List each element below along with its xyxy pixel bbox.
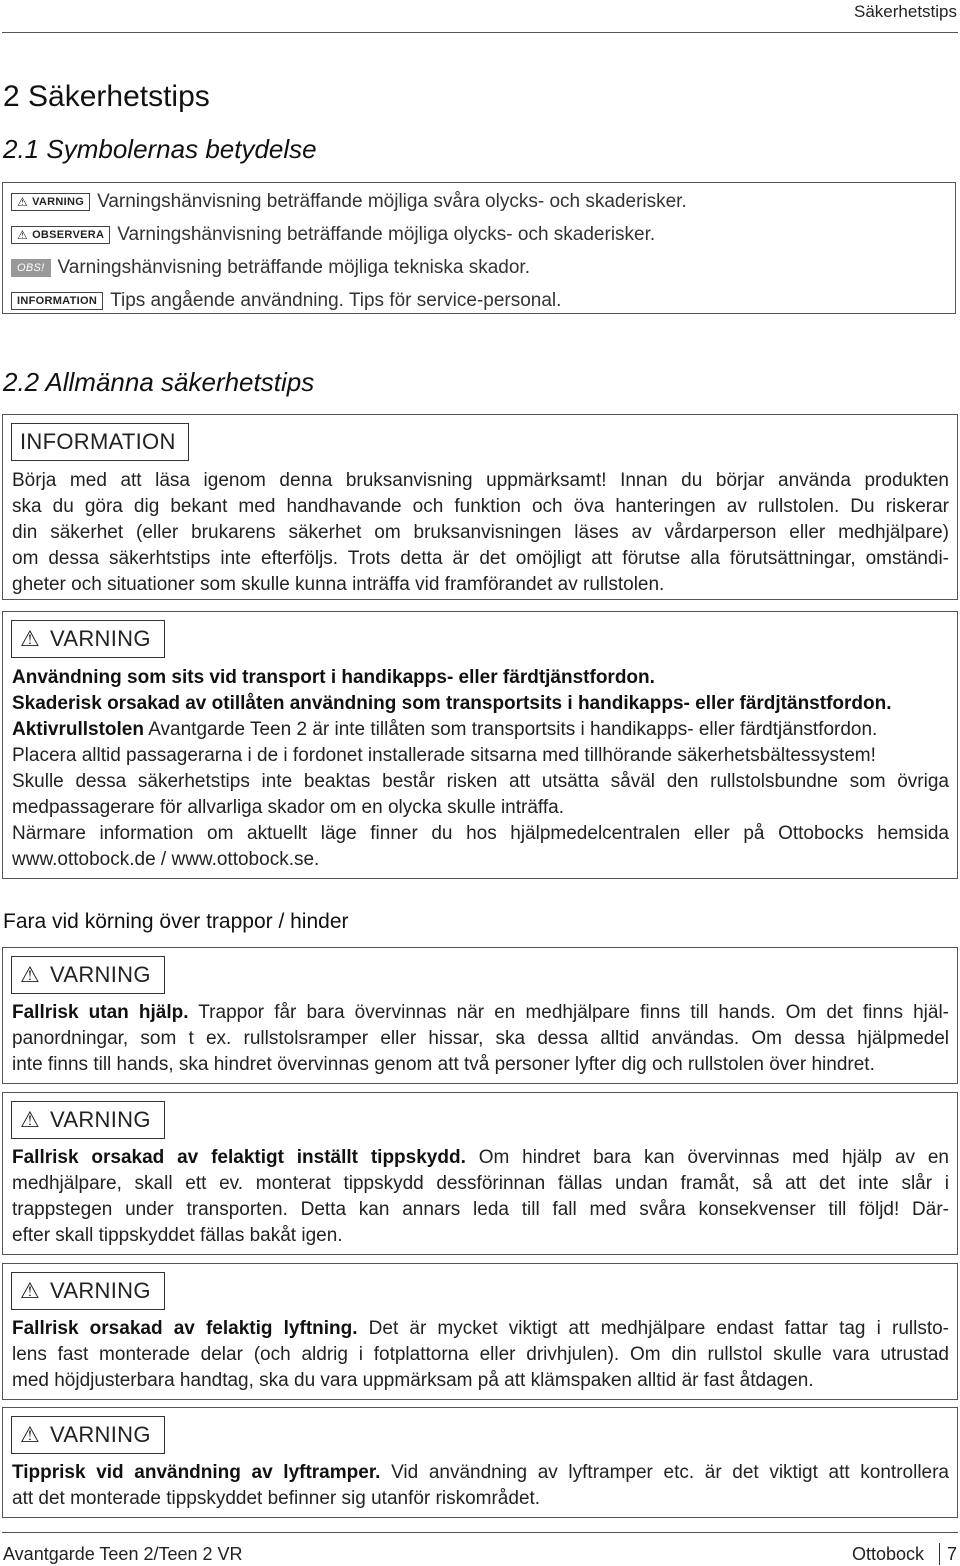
legend-text: Tips angående användning. Tips för service-personal. <box>110 290 562 311</box>
signal-varning: ⚠ VARNING <box>11 193 90 211</box>
signal-observera: ⚠ OBSERVERA <box>11 226 110 244</box>
legend-text: Varningshänvisning beträffande möjliga olycks- och skaderisker. <box>117 224 656 245</box>
warning-text: Fallrisk orsakad av felaktigt inställt tippskydd. Om hindret bara kan övervinnas med hjälp av en medhjälpare, skall ett ev. monterat tippskydd dessförinnan fällas undan framåt, så att det inte slår i trappstegen under transporten. Detta kan annars leda till fall med svåra konsekvenser till följd! Där- efter skall tippskyddet fällas bakåt igen. <box>12 1147 950 1246</box>
signal-varning-large: ⚠ VARNING <box>11 1101 165 1139</box>
warning-triangle-icon: ⚠ <box>20 1422 41 1447</box>
warning-triangle-icon: ⚠ <box>17 195 29 209</box>
warning-text: Tipprisk vid användning av lyftramper. Vid användning av lyftramper etc. är det viktigt att kontrollera att det monterade tippskyddet befinner sig utanför riskområdet. <box>12 1462 950 1509</box>
signal-information: INFORMATION <box>11 292 103 310</box>
subsection-title-general: 2.2 Allmänna säkerhetstips <box>3 367 315 397</box>
warning-text: Fallrisk orsakad av felaktig lyftning. Det är mycket viktigt att medhjälpare endast fattar tag i rullsto- lens fast monterade delar (och aldrig i fotplattorna eller drivhjulen). Om din rullstol skulle vara utrustad med höjdjusterbara handtag, ska du vara uppmärksam på att klämspaken alltid är fast åtdagen. <box>12 1318 949 1391</box>
page-number: 7 <box>946 1544 957 1564</box>
warning-box-transport <box>2 611 958 879</box>
footer-brand: Ottobock <box>851 1544 924 1564</box>
warning-text: Fallrisk utan hjälp. Trappor får bara övervinnas när en medhjälpare finns till hands. Om det finns hjäl- panordningar, som t ex. rullstolsramper eller hissar, ska dessa alltid användas. Om dessa hjälpmedel inte finns till hands, ska hindret övervinnas genom att två personer lyfter dig och rullstolen över hindret. <box>12 1002 949 1075</box>
legend-row-varning <box>11 190 687 214</box>
warning-text: Användning som sits vid transport i handikapps- eller färdtjänstfordon. Skaderisk orsakad av otillåten användning som transportsits i handikapps- eller färdjtänstfordon. Aktivrullstolen Avantgarde Teen 2 är inte tillåten som transportsits i handikapps- eller färdtjänstfordon. Placera alltid passagerarna i de i fordonet installerade sitsarna med tillhörande säkerhetsbältessystem! Skulle dessa säkerhetstips inte beaktas består risken att utsätta såväl den rullstolsbundne som övriga medpassagerare för allvarliga skador om en olycka skulle inträffa. Närmare information om aktuellt läge finner du hos hjälpmedelcentralen eller på Ottobocks hemsida www.ottobock.de / www.ottobock.se. <box>12 667 949 870</box>
signal-information-large: INFORMATION <box>11 423 189 461</box>
footer-rule <box>2 1532 958 1533</box>
legend-text: Varningshänvisning beträffande möjliga svåra olycks- och skaderisker. <box>97 191 687 212</box>
warning-triangle-icon: ⚠ <box>20 1278 41 1303</box>
warning-triangle-icon: ⚠ <box>17 228 29 242</box>
footer-product: Avantgarde Teen 2/Teen 2 VR <box>3 1544 243 1564</box>
signal-varning-large: ⚠ VARNING <box>11 956 165 994</box>
information-box <box>2 414 958 600</box>
legend-row-information <box>11 289 561 313</box>
footer-separator <box>939 1543 940 1565</box>
symbol-legend <box>2 182 956 314</box>
warning-triangle-icon: ⚠ <box>20 1107 41 1132</box>
signal-varning-large: ⚠ VARNING <box>11 1272 165 1310</box>
running-header: Säkerhetstips <box>854 2 957 21</box>
legend-row-obs <box>11 256 530 280</box>
signal-varning-large: ⚠ VARNING <box>11 620 165 658</box>
legend-row-observera <box>11 223 655 247</box>
warning-box-stairs <box>2 947 958 1084</box>
warning-triangle-icon: ⚠ <box>20 626 41 651</box>
warning-box-lifting <box>2 1263 958 1400</box>
warning-triangle-icon: ⚠ <box>20 962 41 987</box>
information-text: Börja med att läsa igenom denna bruksanvisning uppmärksamt! Innan du börjar använda produkten ska du göra dig bekant med handhavande och funktion och öva hanteringen av rullstolen. Du riskerar din säkerhet (eller brukarens säkerhet om bruksanvisningen läses av vårdarperson eller medhjälpare) om dessa säkerhtstips inte efterföljs. Trots detta är det omöjligt att förutse alla förutsättningar, omständi- gheter och situationer som skulle kunna inträffa vid framförandet av rullstolen. <box>12 470 949 595</box>
legend-text: Varningshänvisning beträffande möjliga tekniska skador. <box>57 257 530 278</box>
signal-varning-large: ⚠ VARNING <box>11 1416 165 1454</box>
subsection-title-symbols: 2.1 Symbolernas betydelse <box>3 134 317 164</box>
section-title: 2 Säkerhetstips <box>3 80 210 113</box>
warning-box-tip-guard <box>2 1092 958 1255</box>
signal-obs: OBS! <box>11 259 51 277</box>
warning-box-ramps <box>2 1407 958 1518</box>
subsection-title-stairs: Fara vid körning över trappor / hinder <box>3 910 349 933</box>
header-rule <box>2 32 958 33</box>
